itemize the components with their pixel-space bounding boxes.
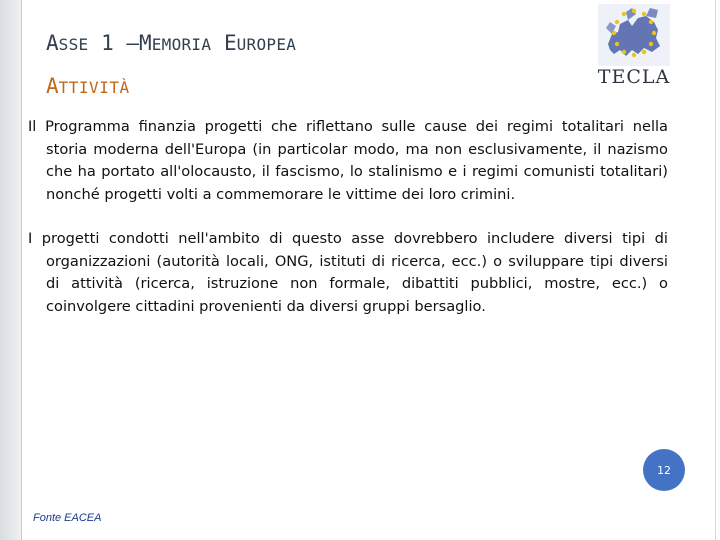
slide-title — [46, 18, 296, 104]
title-text: 1 – — [88, 31, 140, 55]
title-text: SSE — [58, 35, 89, 54]
title-text: EMORIA — [151, 35, 212, 54]
body-paragraph: I progetti condotti nell'ambito di questo asse dovrebbero includere diversi tipi di organizzazioni (autorità locali, ONG, istituti di ricerca, ecc.) o sviluppare tipi diversi di attività (ricerca, istruzione non formale, dibattiti pubblici, mostre, ecc.) o coinvolgere cittadini provenienti da diversi gruppi bersaglio. — [28, 230, 668, 315]
body-paragraph: Il Programma finanzia progetti che riflettano sulle cause dei regimi totalitari nella storia moderna dell'Europa (in particolar modo, ma non esclusivamente, il nazismo che ha portato all'olocausto, il fascismo, lo stalinismo e i regimi comunisti totalitari) nonché progetti volti a commemorare le vittime dei loro crimini. — [28, 118, 668, 203]
page-number-badge: 12 — [643, 449, 685, 491]
title-space — [211, 31, 224, 55]
left-side-bar — [0, 0, 21, 540]
title-initial: M — [139, 31, 152, 55]
title-initial: E — [223, 31, 237, 55]
subtitle-line — [46, 61, 296, 104]
tecla-logo — [593, 4, 675, 88]
left-divider — [21, 0, 22, 540]
title-initial: A — [46, 31, 59, 55]
eu-map-stars-icon — [598, 4, 670, 66]
title-text: UROPEA — [236, 35, 297, 54]
subtitle-text: TTIVITÀ — [58, 78, 130, 98]
right-divider — [715, 0, 716, 540]
title-line — [46, 18, 296, 61]
slide-body — [28, 116, 668, 340]
logo-text: TECLA — [597, 66, 671, 88]
subtitle-initial: A — [46, 74, 59, 99]
source-note: Fonte EACEA — [33, 512, 102, 524]
